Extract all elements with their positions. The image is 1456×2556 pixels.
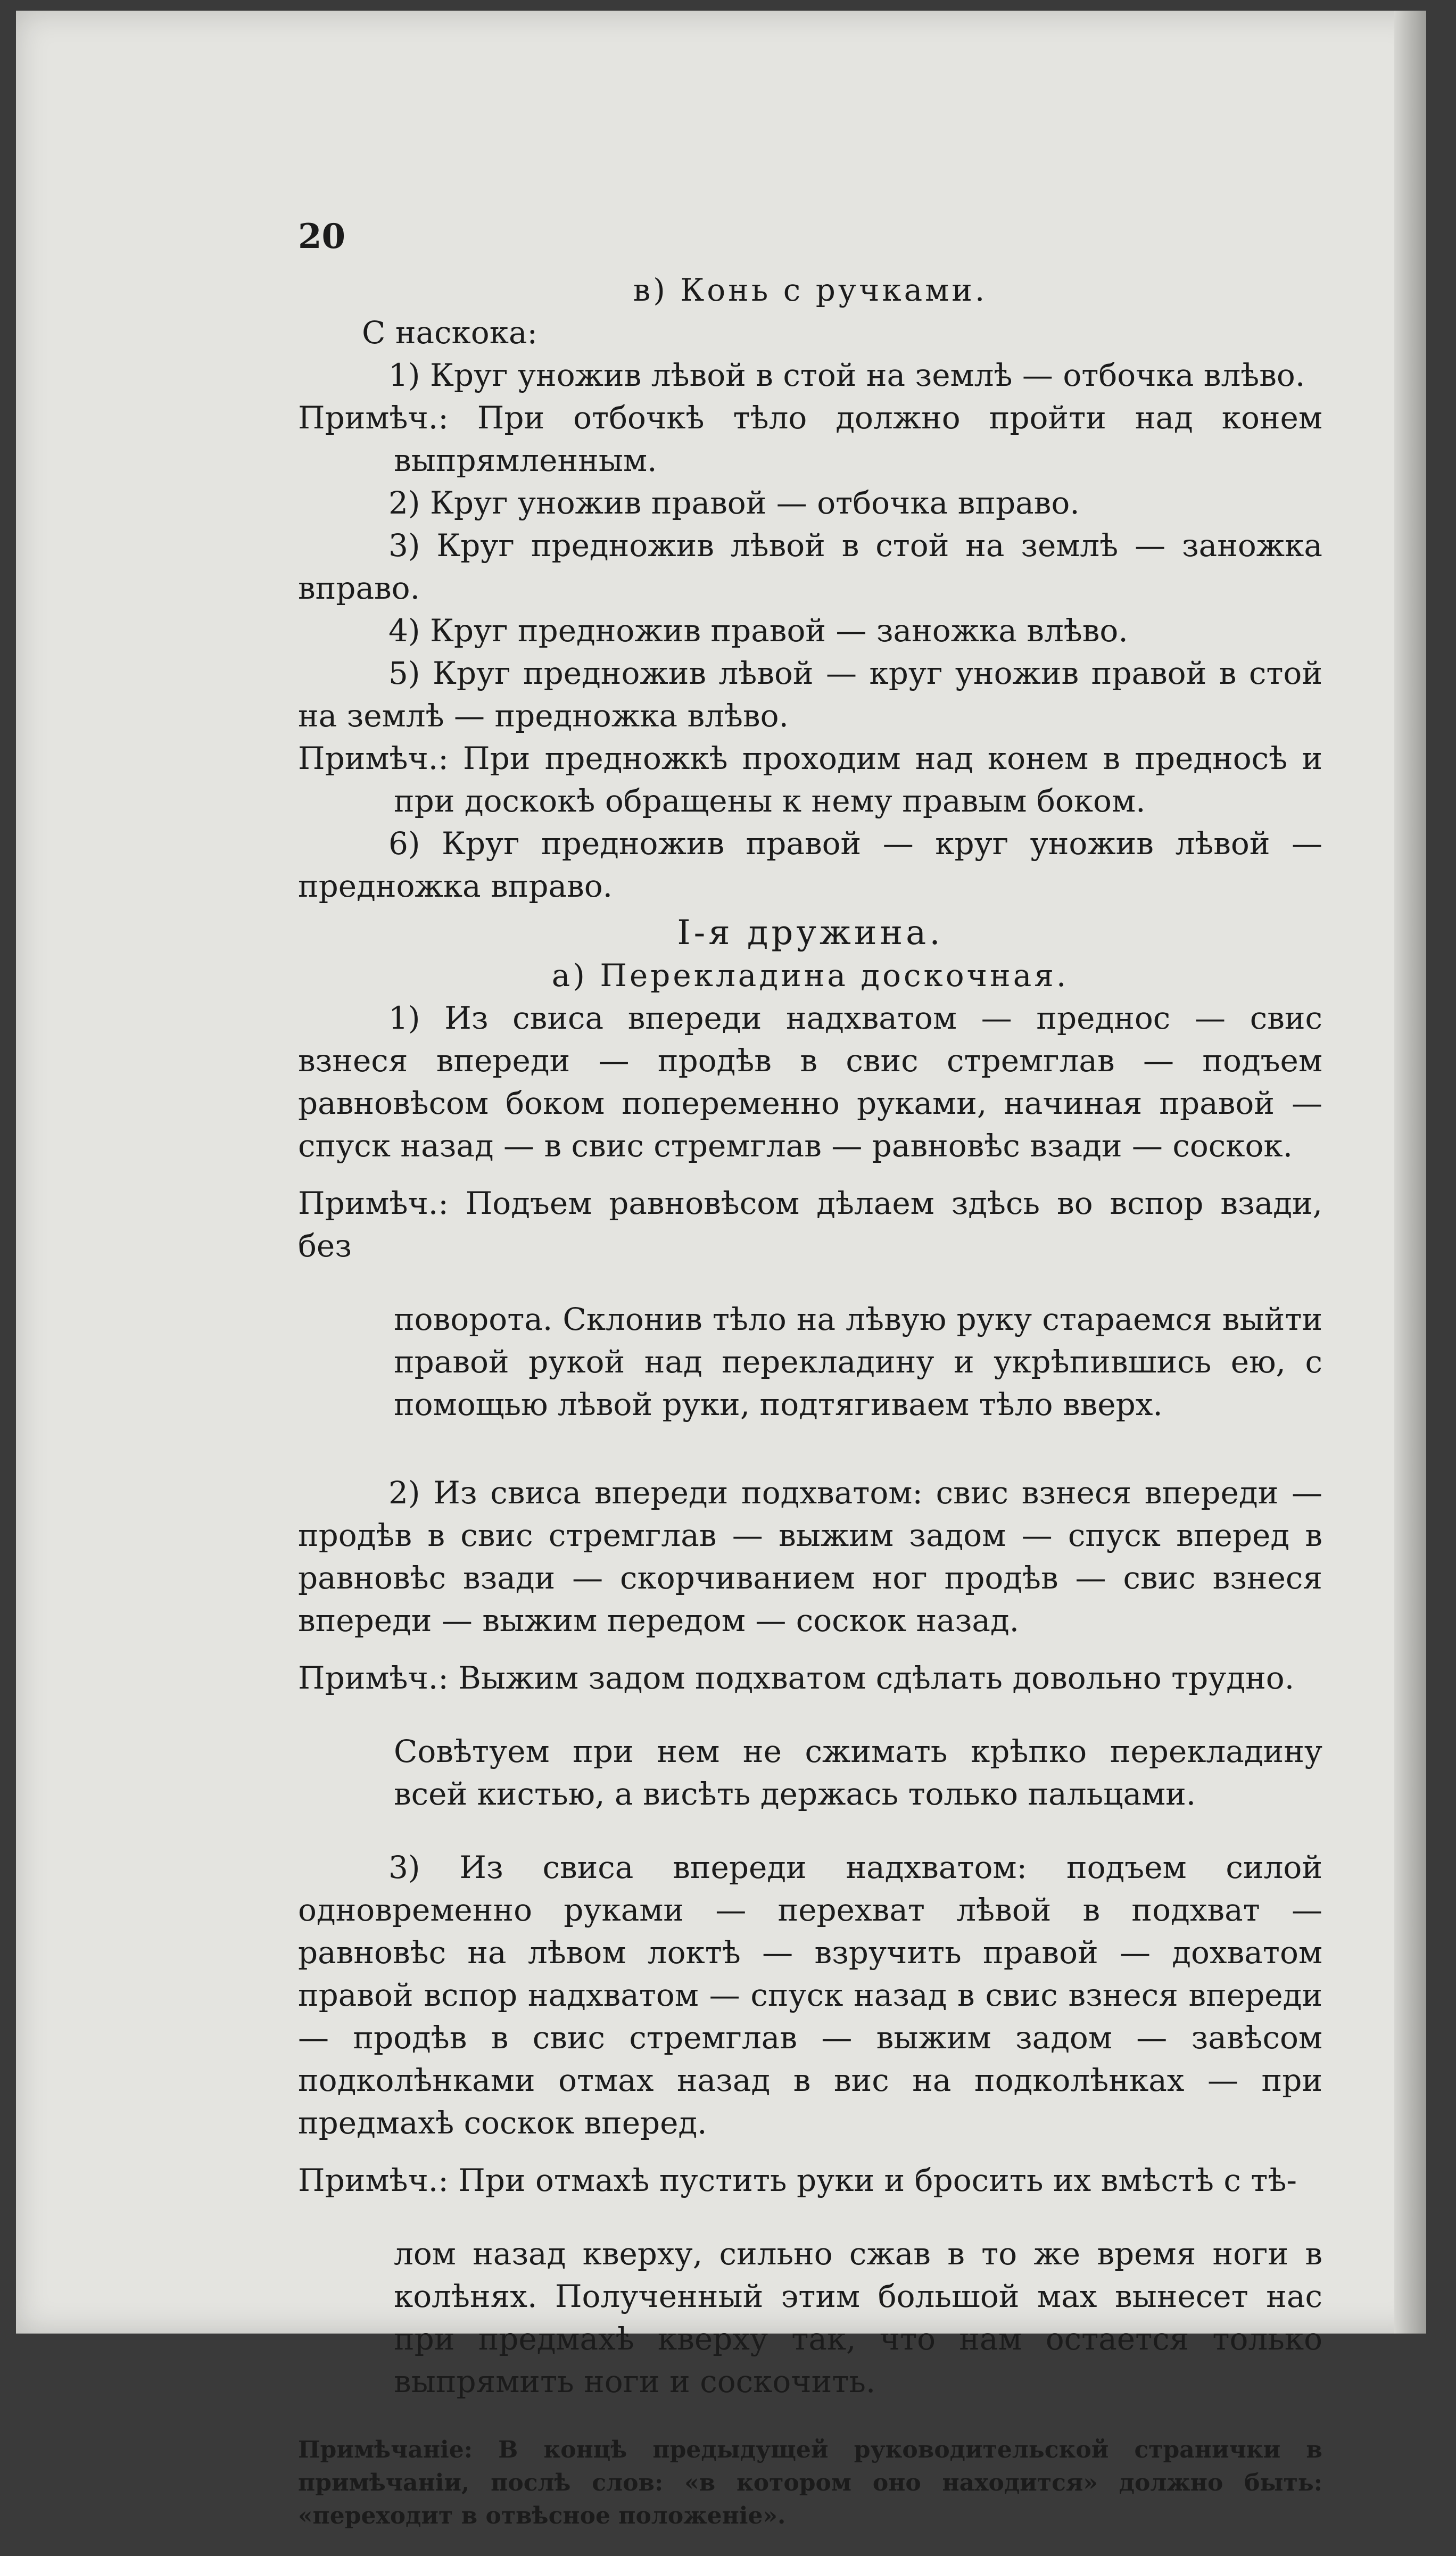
- exercise-v2: 2) Круг уножив правой — отбочка вправо.: [388, 485, 1080, 521]
- note-v1: Примѣч.: При отбочкѣ тѣло должно пройти над конем выпрямленным.: [298, 400, 1322, 478]
- section-v-heading: в) Конь с ручками.: [633, 272, 988, 308]
- note-a1-first: Примѣч.: Подъем равновѣсом дѣлаем здѣсь во вспор взади, без: [298, 1185, 1322, 1264]
- spacer: [298, 1642, 1322, 1657]
- page-number: 20: [298, 217, 346, 257]
- book-page: [16, 11, 1426, 2529]
- exercise-v3: 3) Круг предножив лѣвой в стой на землѣ — заножка вправо.: [298, 527, 1322, 606]
- exercise-v4: 4) Круг предножив правой — заножка влѣво.: [388, 613, 1128, 649]
- section-a-heading: а) Перекладина доскочная.: [551, 957, 1069, 994]
- page-edge: [1394, 11, 1426, 2334]
- exercise-a3: 3) Из свиса впереди надхватом: подъем силой одновременно руками — перехват лѣвой в подхват — равновѣс на лѣвом локтѣ — взручить правой — дохватом правой вспор надхватом — спуск назад в свис взнеся впереди — продѣв в свис стремглав — выжим задом — завѣсом подколѣнками отмах назад в вис на подколѣнках — при предмахѣ соскок вперед.: [298, 1849, 1322, 2141]
- spacer: [298, 2144, 1322, 2159]
- footnote: Примѣчаніе: В концѣ предыдущей руководительской странички в примѣчаніи, послѣ слов: «в котором оно находится» должно быть: «переходит в отвѣсное положеніе».: [298, 2436, 1322, 2529]
- note-v5: Примѣч.: При предножкѣ проходим над конем в предносѣ и при доскокѣ обращены к нему правым боком.: [298, 740, 1322, 819]
- note-a1-rest: поворота. Склонив тѣло на лѣвую руку стараемся выйти правой рукой над перекладину и укрѣпившись ею, с помощью лѣвой руки, подтягиваем тѣло вверх.: [394, 1301, 1322, 1422]
- exercise-v1: 1) Круг уножив лѣвой в стой на землѣ — отбочка влѣво.: [388, 357, 1305, 393]
- s-naskoka-label: С наскока:: [362, 315, 538, 351]
- spacer: [298, 1167, 1322, 1182]
- exercise-v5: 5) Круг предножив лѣвой — круг уножив правой в стой на землѣ — предножка влѣво.: [298, 655, 1322, 734]
- page-content: [298, 216, 1322, 2556]
- note-a3-first: Примѣч.: При отмахѣ пустить руки и бросить их вмѣстѣ с тѣ-: [298, 2162, 1297, 2198]
- note-a2-first: Примѣч.: Выжим задом подхватом сдѣлать довольно трудно.: [298, 1660, 1295, 1696]
- spacer: [298, 1457, 1322, 1471]
- note-a3-rest: лом назад кверху, сильно сжав в то же время ноги в колѣнях. Полученный этим большой мах вынесет нас при предмахѣ кверху так, что нам остается только выпрямить ноги и соскочить.: [394, 2236, 1322, 2400]
- exercise-v6: 6) Круг предножив правой — круг уножив лѣвой — предножка вправо.: [298, 825, 1322, 904]
- druzhina-heading: I-я дружина.: [677, 913, 944, 953]
- note-a2-rest: Совѣтуем при нем не сжимать крѣпко перекладину всей кистью, а висѣть держась только пальцами.: [394, 1733, 1322, 1812]
- exercise-a2: 2) Из свиса впереди подхватом: свис взнеся впереди — продѣв в свис стремглав — выжим задом — спуск вперед в равновѣс взади — скорчиванием ног продѣв — свис взнеся впереди — выжим передом — соскок назад.: [298, 1475, 1322, 1639]
- exercise-a1: 1) Из свиса впереди надхватом — преднос — свис взнеся впереди — продѣв в свис стремглав — подъем равновѣсом боком попеременно руками, начиная правой — спуск назад — в свис стремглав — равновѣс взади — соскок.: [298, 1000, 1322, 1164]
